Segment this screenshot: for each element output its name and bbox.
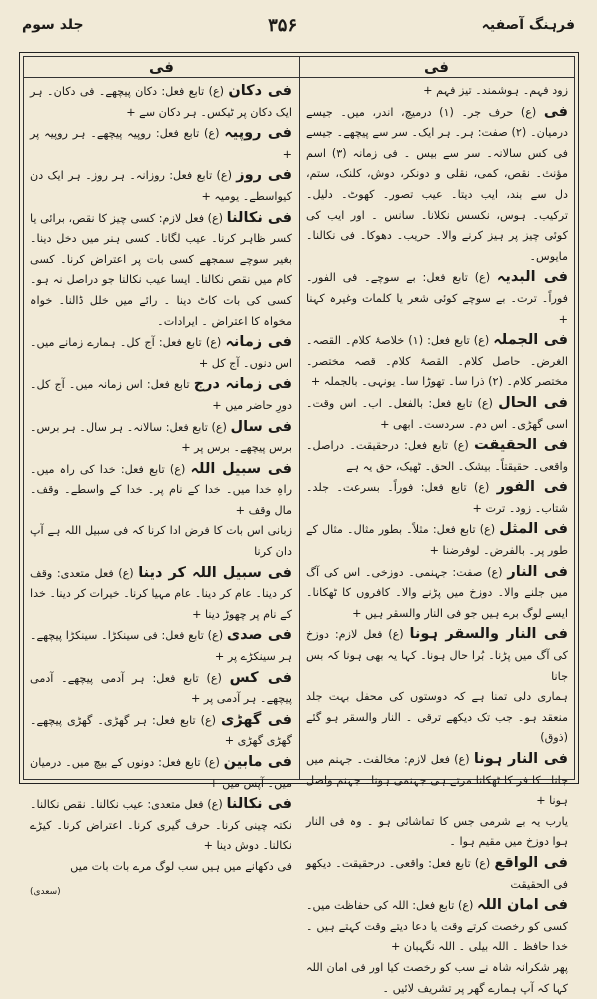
entry-headword: فی سال bbox=[230, 418, 293, 435]
dictionary-entry bbox=[306, 749, 568, 812]
dictionary-entry bbox=[306, 895, 568, 958]
entry-definition: (ع) تابع فعل: بالفعل۔ اب۔ اس وقت۔ اسی گھڑی۔ اس دم۔ سردست۔ ابھی + bbox=[306, 396, 568, 431]
dictionary-entry bbox=[306, 81, 568, 102]
dictionary-entry bbox=[306, 853, 568, 895]
dictionary-entry bbox=[306, 812, 568, 853]
entry-definition: (ع) حرف جر۔ (۱) درمیچ، اندر، میں۔ جیسے درمیان۔ (۲) صفت: ہر۔ ہر ایک۔ سر سے پیچھے۔ جیسے فی کس سالانہ۔ سر سے بیس ۔ فی زمانہ (۳) اسم مؤنث۔ نقص، کمی، نقلی و دونکر، دوش، کلنک، ستم، دل سے بند، ایب دیتا۔ عیب تصور۔ کھوٹ۔ دلیل۔ ترکیب۔ ہوس، نکسس نکلانا۔ سانس ۔ اور ایب کی کوئی چیز پر ہیز کرنے والا۔ حریب۔ دھوکا۔ فی نکالنا۔ مایوس۔ bbox=[306, 105, 569, 263]
entry-definition: پھر شکرانہ شاہ نے سب کو رخصت کیا اور فی امان اللہ کہا کہ آپ ہمارے گھر پر تشریف لائیں ۔ bbox=[306, 960, 568, 995]
dictionary-entry bbox=[30, 563, 292, 626]
entry-definition: (ع) تابع فعل: فی سینکڑا۔ سینکڑا پیچھے۔ ہر سینکڑے پر + bbox=[30, 629, 292, 664]
entry-definition: (ع) فعل لازم: دوزخ کی آگ میں پڑنا۔ بُرا حال ہونا۔ کہا یہ بھی ہونا کہ بس جانا bbox=[306, 628, 568, 683]
entry-definition: (ع) تابع فعل: (۱) خلاصۂ کلام۔ القصہ۔ الغرض۔ حاصل کلام۔ القصۂ کلام۔ قصہ مختصر۔ مختصر کلام۔ (۲) ذرا سا۔ تھوڑا سا۔ یونہی۔ بالجملہ + bbox=[306, 334, 568, 389]
entry-definition: (ع) تابع فعل: سالانہ۔ ہر سال۔ ہر برس۔ برس پیچھے۔ برس پر + bbox=[30, 420, 292, 455]
dictionary-entry bbox=[30, 332, 292, 374]
dictionary-entry bbox=[30, 794, 292, 857]
entry-definition: (ع) تابع فعل: درحقیقت۔ دراصل۔ واقعی۔ حقیقتاً۔ بیشک۔ الحق۔ ٹھیک، حق یہ ہے bbox=[306, 439, 568, 473]
entry-definition: (ع) تابع فعل: فوراً۔ بسرعت۔ جلد۔ شتاب۔ زود۔ ترت + bbox=[306, 481, 568, 515]
dictionary-entry bbox=[30, 374, 292, 416]
right-column-heading: فی bbox=[299, 57, 574, 78]
entry-headword: فی سبیل اللہ کر دینا bbox=[138, 564, 292, 581]
dictionary-entry bbox=[30, 625, 292, 667]
dictionary-entry bbox=[306, 687, 568, 749]
dictionary-entry bbox=[306, 267, 568, 330]
dictionary-entry bbox=[30, 752, 292, 794]
entry-headword: فی دکان bbox=[228, 83, 292, 99]
entry-headword: فی امان اللہ bbox=[477, 897, 569, 914]
entry-headword: فی المثل bbox=[499, 521, 569, 538]
dictionary-entry bbox=[306, 958, 568, 999]
dictionary-entry bbox=[306, 330, 568, 393]
entry-definition: (ع) تابع فعل: خدا کی راہ میں۔ راہِ خدا میں۔ خدا کے نام پر۔ خدا کے واسطے۔ وقف۔ مال وقف + bbox=[30, 462, 292, 517]
entry-headword: فی الحقیقت bbox=[474, 437, 569, 454]
entry-definition: زبانی اس بات کا فرض ادا کرنا کہ فی سبیل اللہ ہے آپ دان کرنا bbox=[30, 524, 292, 559]
entry-definition: (ع) تابع فعل: دکان پیچھے۔ فی دکان۔ ہر ایک دکان پر ٹیکس۔ ہر دکان سے + bbox=[30, 85, 292, 119]
entry-headword: فی سبیل اللہ bbox=[190, 460, 292, 477]
dictionary-entry bbox=[30, 417, 292, 459]
entry-headword: فی النار bbox=[507, 563, 568, 580]
entry-definition: (ع) تابع فعل: بے سوچے۔ فی الفور۔ فوراً۔ ترت۔ بے سوچے کوئی شعر یا کلمات وغیرہ کہنا + bbox=[306, 271, 568, 326]
entry-definition: (ع) صفت: جہنمی۔ دوزخی۔ اس کی آگ میں جلنے والا۔ دوزخ میں پڑنے والا۔ کافروں کا ٹھکانا۔ ایسے لوگ برے ہیں جو فی النار والسقر ہیں + bbox=[306, 565, 568, 620]
volume-label: جلد سوم bbox=[22, 17, 84, 33]
entry-definition: (ع) تابع فعل: ہر آدمی پیچھے۔ آدمی پیچھے۔ ہر آدمی پر + bbox=[30, 671, 292, 706]
dictionary-entry bbox=[30, 521, 292, 562]
entry-definition: (ع) فعل متعدی: وقف کر دینا۔ عام کر دینا۔ عام مہیا کرنا۔ خیرات کر دینا۔ خدا کے نام پر چھوڑ دینا + bbox=[30, 566, 292, 621]
dictionary-entry bbox=[30, 123, 292, 165]
left-column-heading: فی bbox=[24, 57, 299, 78]
entry-headword: فی گھڑی bbox=[221, 711, 292, 728]
entry-definition: (ع) تابع فعل: روزانہ۔ ہر روز۔ ہر ایک دن کیواسطے۔ یومیہ + bbox=[30, 169, 292, 203]
dictionary-entry bbox=[306, 519, 568, 561]
entry-headword: فی الجملہ bbox=[493, 332, 568, 349]
entry-definition: یارب یہ بے شرمی جس کا تماشائی ہو ۔ وہ فی النار ہوا دوزخ میں مقیم ہوا ۔ bbox=[306, 814, 568, 849]
dictionary-entry bbox=[306, 477, 568, 519]
entry-headword: فی البدیہ bbox=[496, 269, 568, 286]
dictionary-entry bbox=[30, 165, 292, 207]
entry-definition: زود فہم۔ ہوشمند۔ تیز فہم + bbox=[423, 84, 568, 97]
book-title: فرہنگ آصفیہ bbox=[481, 17, 575, 33]
entry-headword: فی مابین bbox=[223, 754, 293, 770]
left-column bbox=[30, 81, 293, 897]
entry-definition: (ع) فعل لازم: مخالفت۔ جہنم میں جانا۔ کا فر کا ٹھکانا مرتے ہی جہنمی ہونا۔ جہنم واصل ہونا + bbox=[306, 753, 568, 808]
page-number: ۳۵۶ bbox=[268, 14, 298, 36]
entry-definition: (ع) تابع فعل: ہر گھڑی۔ گھڑی پیچھے۔ گھڑی گھڑی + bbox=[30, 713, 292, 748]
entry-headword: فی نکالنا bbox=[226, 209, 293, 226]
entry-definition: (ع) تابع فعل: اللہ کی حفاظت میں۔ کسی کو رخصت کرتے وقت یا دعا دیتے وقت کہتے ہیں ۔ خدا حافظ ۔ اللہ بیلی ۔ اللہ نگہبان + bbox=[306, 899, 568, 954]
entry-headword: فی الحال bbox=[498, 394, 568, 411]
entry-headword: فی نکالنا bbox=[226, 796, 292, 813]
entry-definition: (ع) تابع فعل: دونوں کے بیچ میں۔ درمیان میں۔ آپس میں + bbox=[30, 756, 292, 790]
entry-definition: (ع) تابع فعل: آج کل۔ ہمارے زمانے میں۔ اس دنوں۔ آج کل + bbox=[30, 336, 292, 370]
dictionary-entry bbox=[30, 459, 292, 522]
entry-definition: (ع) فعل لازم: کسی چیز کا نقص، برائی یا کسر ظاہر کرنا۔ عیب لگانا۔ کسی ہنر میں دخل دینا۔ بغیر سوچے سمجھے کسی بات پر اعتراض کرنا۔ کسی کام میں نقص نکالنا۔ ایسا عیب نکالنا جو دراصل نہ ہو۔ کسی کی بات کاٹ دینا ۔ رائے میں خلل ڈالنا۔ خواہ مخواہ کا اعتراض ۔ ایرادات۔ bbox=[30, 211, 292, 328]
dictionary-entry bbox=[30, 208, 292, 333]
entry-headword: فی النار ہونا bbox=[473, 751, 568, 767]
dictionary-entry bbox=[306, 435, 568, 477]
entry-headword: فی زمانہ درج bbox=[193, 376, 292, 393]
dictionary-entry bbox=[30, 668, 292, 710]
entry-definition: (ع) تابع فعل: مثلاً۔ بطور مثال۔ مثال کے طور پر۔ بالفرض۔ لوفرضنا + bbox=[306, 523, 568, 558]
entry-headword: فی النار والسقر ہونا bbox=[409, 626, 568, 643]
running-header bbox=[22, 12, 575, 38]
entry-headword: فی روپیہ bbox=[224, 125, 292, 142]
column-divider bbox=[299, 57, 300, 779]
inner-frame bbox=[23, 56, 575, 995]
entry-headword: فی روز bbox=[236, 167, 293, 184]
dictionary-entry bbox=[306, 102, 568, 268]
entry-definition: (ع) تابع فعل: روپیہ پیچھے۔ ہر روپیہ پر + bbox=[30, 127, 292, 161]
entry-definition: (ع) تابع فعل: واقعی۔ درحقیقت۔ دیکھو فی الحقیقت bbox=[306, 856, 568, 891]
entry-definition: فی دکھانے میں ہیں سب لوگ مرے بات بات میں bbox=[70, 859, 292, 873]
entry-headword: فی زمانہ bbox=[225, 334, 292, 351]
entry-headword: فی الفور bbox=[496, 479, 568, 496]
entry-headword: فی bbox=[543, 103, 568, 120]
entry-headword: فی کس bbox=[229, 669, 292, 686]
entry-definition: ہماری دلی تمنا ہے کہ دوستوں کی محفل بہت جلد منعقد ہو۔ جب تک دیکھے ترقی ۔ النار والسقر ہو گئے (ذوق) bbox=[306, 690, 568, 745]
entry-definition: تابع فعل: اس زمانہ میں۔ آج کل۔ دورِ حاضر میں + bbox=[30, 378, 292, 412]
dictionary-entry bbox=[306, 393, 568, 435]
right-column bbox=[306, 81, 569, 995]
entry-headword: فی الواقع bbox=[494, 854, 568, 871]
dictionary-entry bbox=[30, 857, 292, 878]
footnote: (سعدی) bbox=[30, 886, 61, 897]
entry-headword: فی صدی bbox=[226, 627, 292, 644]
dictionary-entry bbox=[30, 710, 292, 752]
dictionary-entry bbox=[306, 624, 568, 687]
page-frame bbox=[19, 52, 579, 995]
dictionary-entry bbox=[306, 562, 568, 625]
dictionary-entry bbox=[30, 81, 292, 123]
entry-definition: (ع) فعل متعدی: عیب نکالنا۔ نقص نکالنا۔ نکتہ چینی کرنا۔ حرف گیری کرنا۔ اعتراض کرنا۔ کیڑے نکالنا۔ دوش دینا + bbox=[30, 798, 292, 853]
